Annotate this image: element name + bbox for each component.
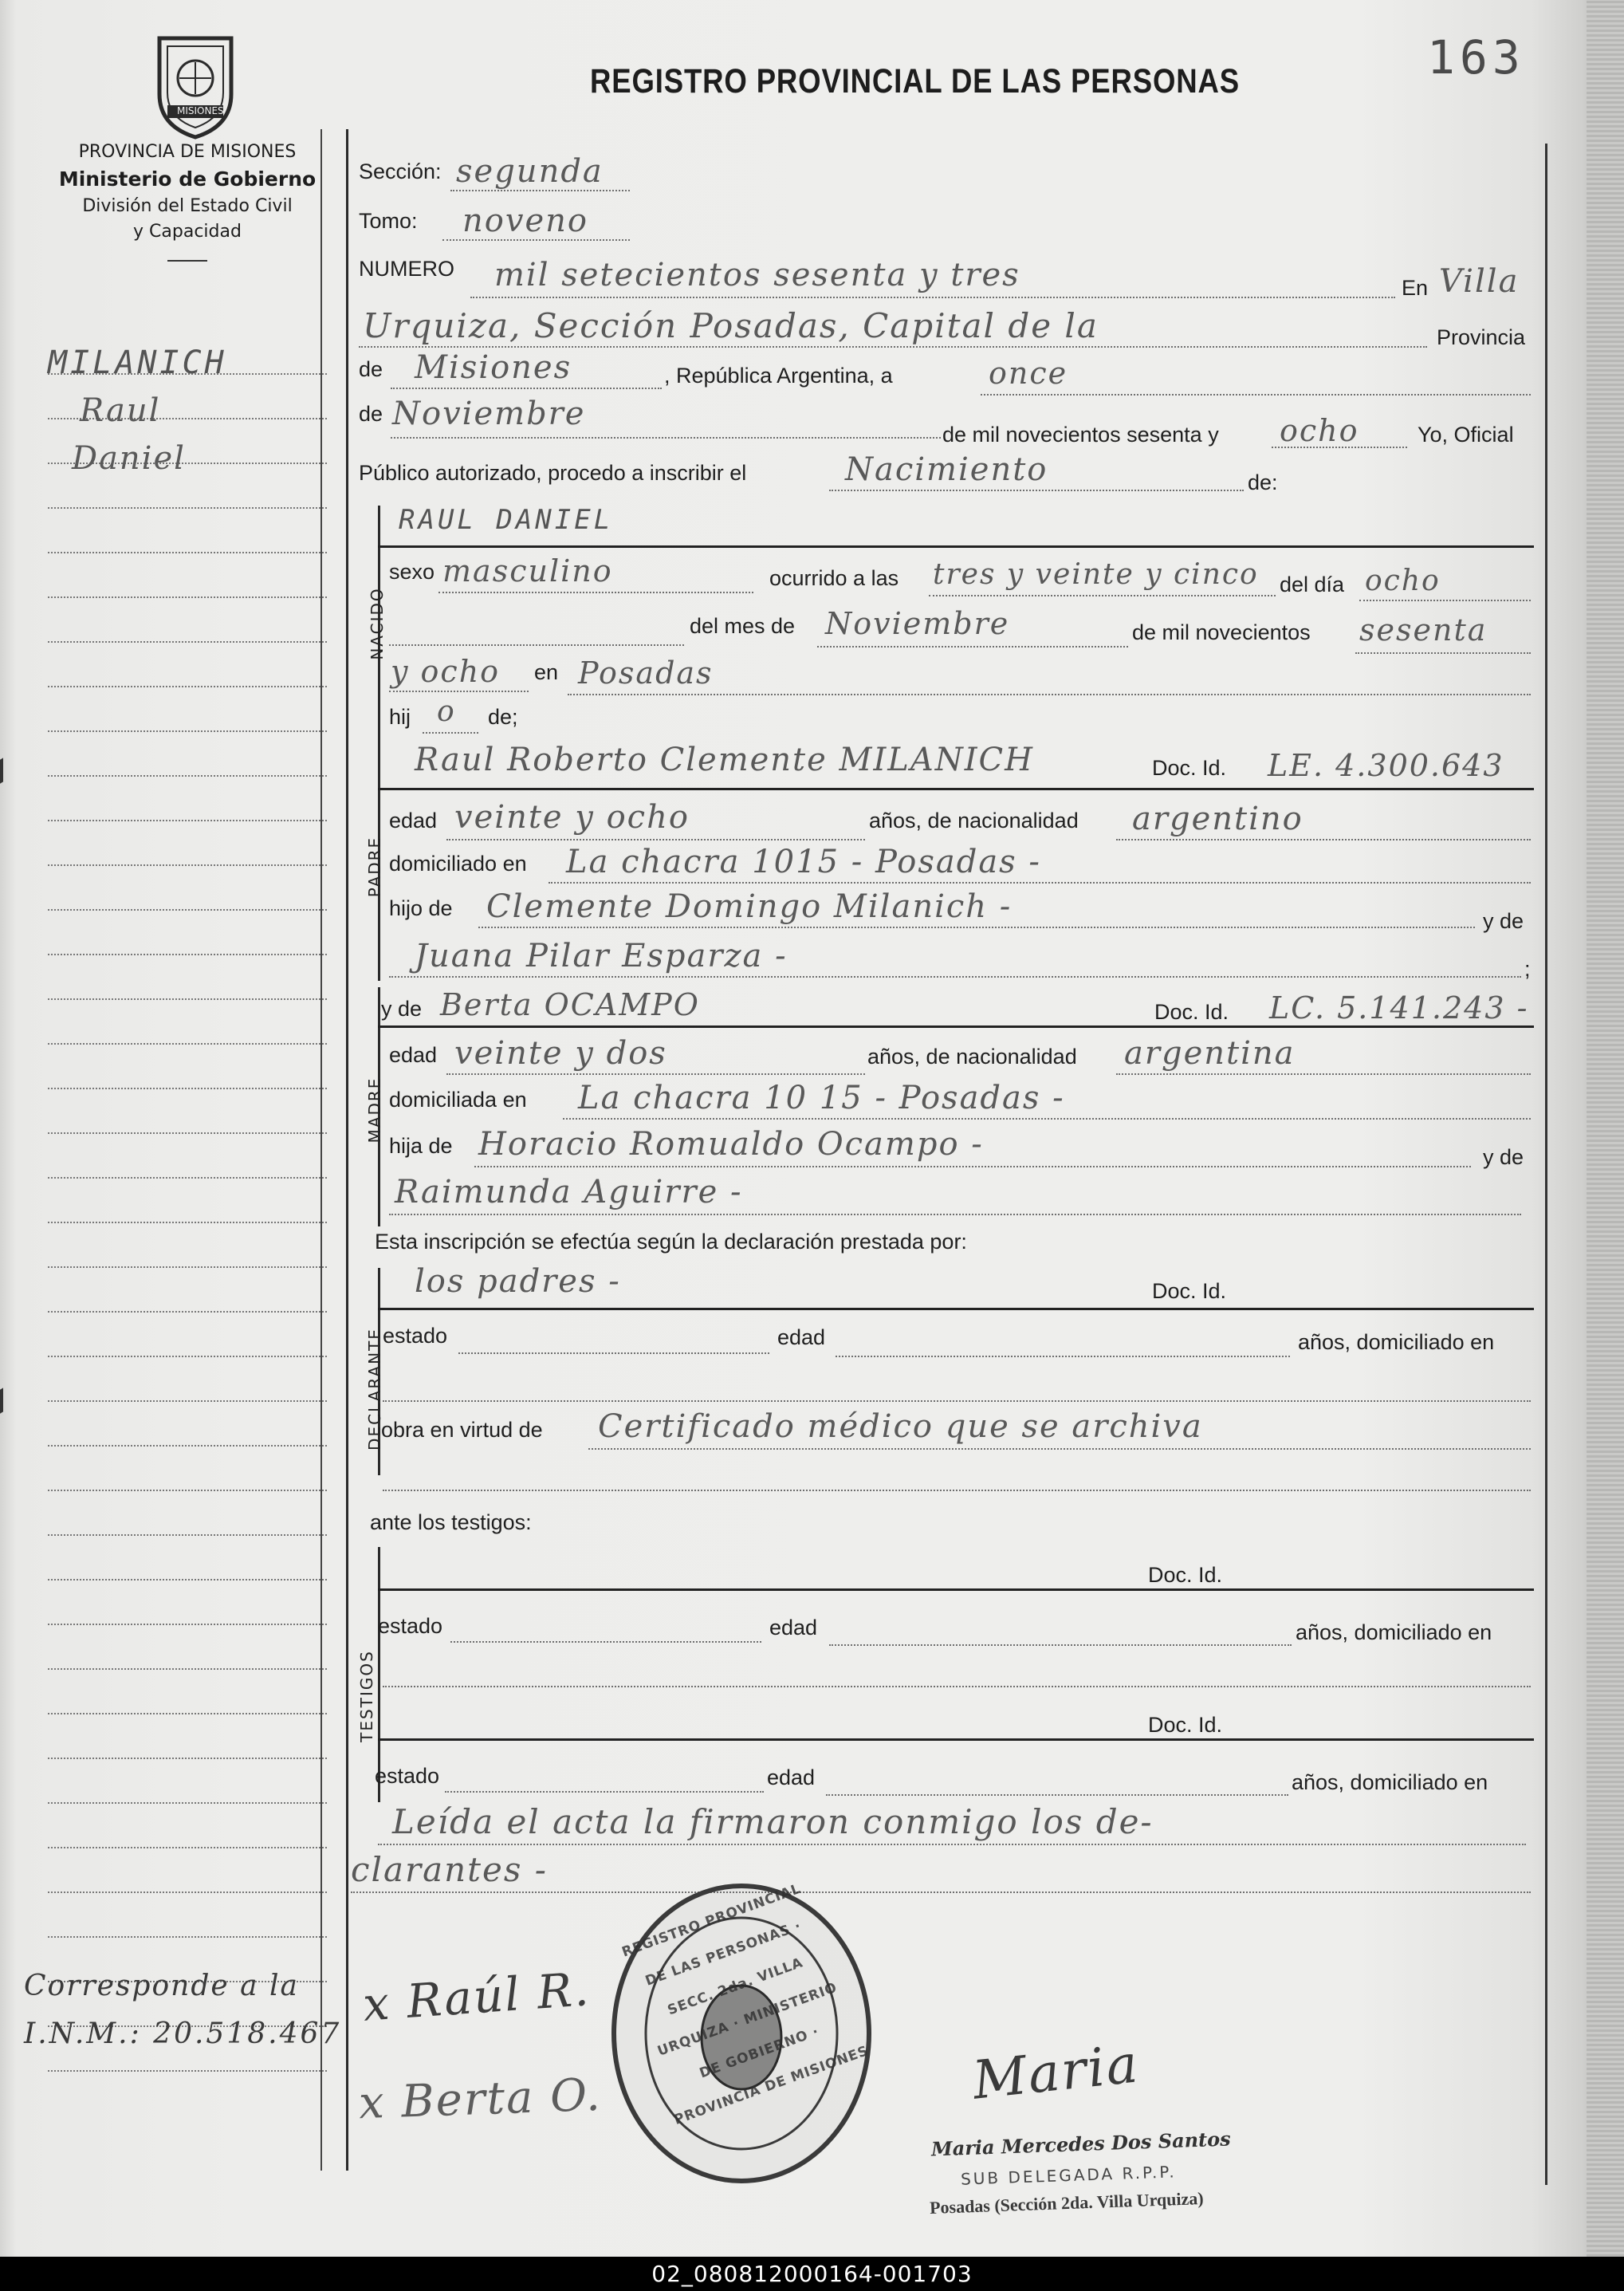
padre-madre-value: Juana Pilar Esparza - bbox=[415, 938, 788, 974]
en-value: Villa bbox=[1439, 263, 1520, 300]
republica-label: , República Argentina, a bbox=[664, 364, 893, 388]
anio-value: ocho bbox=[1280, 413, 1359, 448]
del-dia-label: del día bbox=[1280, 573, 1345, 596]
anio-label: de mil novecientos sesenta y bbox=[942, 423, 1219, 447]
mes-nac-value: Noviembre bbox=[825, 606, 1010, 641]
signature-father: x Raúl R. bbox=[360, 1962, 592, 2032]
testigo2-edad-label: edad bbox=[767, 1765, 816, 1789]
margin-ruled-line bbox=[48, 1088, 327, 1089]
closing-text-2: clarantes - bbox=[351, 1850, 548, 1889]
padre-semicolon: ; bbox=[1524, 957, 1531, 981]
official-seal-text: REGISTRO PROVINCIAL DE LAS PERSONAS · SECC. 2da. VILLA URQUIZA · MINISTERIO DE GOBIERNO · PROVINCIA DE MISIONES bbox=[619, 1880, 871, 2128]
margin-ruled-line bbox=[48, 1668, 327, 1670]
declarante-name-line bbox=[378, 1308, 1534, 1310]
declarante-estado-label: estado bbox=[383, 1324, 448, 1348]
margin-ruled-line bbox=[48, 1132, 327, 1134]
crest-label: MISIONES bbox=[177, 105, 224, 116]
testigo2-estado-label: estado bbox=[375, 1764, 440, 1788]
madre-yde-label: y de bbox=[381, 997, 423, 1021]
anio-nac-value: sesenta bbox=[1359, 612, 1488, 648]
margin-ruled-line bbox=[48, 1624, 327, 1625]
org-line-3: División del Estado Civil bbox=[82, 196, 293, 216]
sexo-line bbox=[438, 592, 753, 593]
numero-label: NUMERO bbox=[359, 257, 454, 281]
del-mes-label: del mes de bbox=[690, 614, 796, 638]
madre-doc-label: Doc. Id. bbox=[1154, 1000, 1229, 1024]
margin-ruled-line bbox=[48, 1579, 327, 1580]
acto-value: Nacimiento bbox=[845, 451, 1048, 488]
declarante-edad-label: edad bbox=[777, 1325, 826, 1349]
margin-note-2: I.N.M.: 20.518.467 bbox=[24, 2017, 342, 2050]
margin-ruled-line bbox=[48, 552, 327, 553]
madre-yde2-label: y de bbox=[1483, 1145, 1524, 1169]
margin-ruled-line bbox=[48, 1490, 327, 1491]
obra-label: obra en virtud de bbox=[381, 1418, 543, 1442]
madre-madre-value: Raimunda Aguirre - bbox=[395, 1174, 743, 1210]
margin-ruled-line bbox=[48, 1043, 327, 1045]
right-rule bbox=[1545, 144, 1547, 2185]
margin-ruled-line bbox=[48, 686, 327, 687]
dia-nac-line bbox=[1359, 600, 1531, 601]
madre-edad-label: edad bbox=[389, 1043, 438, 1067]
org-line-1: PROVINCIA DE MISIONES bbox=[78, 142, 297, 162]
padre-edad-label: edad bbox=[389, 809, 438, 833]
padre-edad-line bbox=[446, 839, 865, 840]
margin-first-name: Raul bbox=[80, 392, 161, 429]
document-title: REGISTRO PROVINCIAL DE LAS PERSONAS bbox=[590, 62, 1241, 100]
anio-nac-line bbox=[1355, 652, 1531, 654]
hij-de-label: de; bbox=[488, 705, 518, 729]
provincia-label: Provincia bbox=[1437, 325, 1526, 349]
padre-dom-label: domiciliado en bbox=[389, 852, 527, 876]
declarante-estado-line bbox=[458, 1352, 769, 1354]
declarante-side-label: DECLARANTE bbox=[365, 1328, 384, 1451]
padre-hijo-value: Clemente Domingo Milanich - bbox=[486, 888, 1013, 925]
tomo-line bbox=[442, 239, 630, 241]
padre-nac-value: argentino bbox=[1132, 801, 1304, 837]
madre-hija-line bbox=[474, 1166, 1471, 1167]
hij-label: hij bbox=[389, 705, 411, 729]
de3-label: de: bbox=[1248, 470, 1278, 494]
mil-nac-label: de mil novecientos bbox=[1132, 620, 1311, 644]
mes-nac-line bbox=[817, 646, 1128, 648]
dia-nac-value: ocho bbox=[1365, 565, 1441, 597]
margin-ruled-line bbox=[48, 1891, 327, 1893]
margin-ruled-line bbox=[48, 1847, 327, 1848]
official-office: Posadas (Sección 2da. Villa Urquiza) bbox=[929, 2188, 1205, 2218]
margin-ruled-line bbox=[48, 909, 327, 911]
tomo-label: Tomo: bbox=[359, 209, 418, 233]
madre-edad-value: veinte y dos bbox=[454, 1035, 667, 1072]
margin-ruled-line bbox=[48, 1936, 327, 1938]
provincia-line bbox=[391, 388, 662, 389]
sexo-label: sexo bbox=[389, 560, 435, 584]
org-line-4: y Capacidad bbox=[133, 222, 242, 242]
dia-value: once bbox=[989, 356, 1068, 391]
declarante-dom-line bbox=[383, 1400, 1531, 1402]
numero-value: mil setecientos sesenta y tres bbox=[494, 257, 1020, 293]
nacido-name-line bbox=[378, 545, 1534, 548]
testigo1-estado-label: estado bbox=[378, 1614, 443, 1638]
margin-ruled-line bbox=[48, 2070, 327, 2072]
padre-yde-label: y de bbox=[1483, 909, 1524, 933]
hij-line bbox=[423, 732, 478, 734]
testigo2-estado-line bbox=[445, 1791, 764, 1793]
numero-line bbox=[470, 297, 1395, 298]
nacido-side-label: NACIDO bbox=[368, 587, 387, 660]
padre-side-label: PADRE bbox=[365, 836, 384, 898]
padre-doc-value: LE. 4.300.643 bbox=[1268, 748, 1504, 783]
margin-ruled-line bbox=[48, 1177, 327, 1179]
dia-line bbox=[981, 394, 1531, 396]
padre-nac-label: años, de nacionalidad bbox=[869, 809, 1079, 833]
seccion-line bbox=[450, 190, 630, 191]
madre-doc-value: LC. 5.141.243 - bbox=[1269, 990, 1529, 1025]
padre-dom-line bbox=[549, 882, 1531, 884]
tomo-value: noveno bbox=[462, 203, 588, 239]
testigo1-name-line bbox=[378, 1588, 1534, 1591]
testigo2-edad-line bbox=[826, 1794, 1288, 1796]
testigos-side-label: TESTIGOS bbox=[357, 1650, 376, 1742]
madre-dom-line bbox=[563, 1118, 1531, 1120]
official-name: Maria Mercedes Dos Santos bbox=[930, 2127, 1232, 2161]
binding-mark-bottom bbox=[0, 1369, 35, 1413]
margin-ruled-line bbox=[48, 730, 327, 732]
left-margin-rule bbox=[320, 129, 322, 2171]
filename-bar: 02_080812000164-001703 bbox=[0, 2257, 1624, 2291]
testigo1-dom-line bbox=[383, 1686, 1531, 1687]
margin-ruled-line bbox=[48, 641, 327, 643]
margin-ruled-line bbox=[48, 1400, 327, 1402]
page-edge bbox=[1587, 0, 1624, 2257]
signature-mother: x Berta O. bbox=[357, 2069, 603, 2130]
margin-ruled-line bbox=[48, 1356, 327, 1357]
margin-ruled-line bbox=[48, 1311, 327, 1313]
madre-nac-label: años, de nacionalidad bbox=[867, 1045, 1077, 1069]
margin-ruled-line bbox=[48, 1266, 327, 1268]
pre-mes-line bbox=[389, 644, 684, 646]
de2-label: de bbox=[359, 402, 383, 426]
nacido-name: RAUL DANIEL bbox=[399, 504, 614, 536]
seccion-label: Sección: bbox=[359, 159, 442, 183]
ocurrido-label: ocurrido a las bbox=[769, 566, 899, 590]
testigo1-doc-label: Doc. Id. bbox=[1148, 1563, 1223, 1587]
testigo2-anos-label: años, domiciliado en bbox=[1292, 1770, 1488, 1794]
declarante-anos-label: años, domiciliado en bbox=[1298, 1330, 1495, 1354]
obra-line bbox=[588, 1448, 1531, 1450]
madre-madre-line bbox=[389, 1214, 1521, 1215]
margin-middle-name: Daniel bbox=[72, 440, 186, 477]
margin-ruled-line bbox=[48, 1802, 327, 1804]
place-line bbox=[359, 346, 1427, 348]
testigo1-estado-line bbox=[450, 1641, 761, 1643]
madre-dom-label: domiciliada en bbox=[389, 1088, 527, 1112]
padre-name: Raul Roberto Clemente MILANICH bbox=[415, 742, 1035, 778]
madre-name-line bbox=[378, 1025, 1534, 1028]
org-line-2: Ministerio de Gobierno bbox=[58, 167, 317, 191]
provincial-crest-icon bbox=[144, 30, 247, 142]
padre-hijo-label: hijo de bbox=[389, 896, 453, 920]
padre-doc-label: Doc. Id. bbox=[1152, 756, 1227, 780]
padre-madre-line bbox=[389, 976, 1521, 978]
obra-value: Certificado médico que se archiva bbox=[598, 1408, 1203, 1445]
padre-edad-value: veinte y ocho bbox=[454, 799, 690, 836]
closing-text-1: Leída el acta la firmaron conmigo los de- bbox=[392, 1802, 1154, 1841]
page-number: 163 bbox=[1427, 30, 1525, 85]
declarante-name: los padres - bbox=[415, 1263, 621, 1300]
margin-note-1: Corresponde a la bbox=[24, 1970, 299, 2002]
obra-line-2 bbox=[383, 1490, 1531, 1491]
margin-ruled-line bbox=[48, 1222, 327, 1223]
hora-value: tres y veinte y cinco bbox=[933, 558, 1259, 591]
madre-nac-value: argentina bbox=[1124, 1035, 1296, 1072]
lugar-value: Posadas bbox=[578, 655, 714, 691]
margin-ruled-line bbox=[48, 596, 327, 598]
margin-surname: MILANICH bbox=[48, 344, 227, 381]
acto-line bbox=[829, 490, 1244, 491]
margin-ruled-line bbox=[48, 507, 327, 509]
publico-label: Público autorizado, procedo a inscribir el bbox=[359, 461, 747, 485]
mes-line bbox=[391, 437, 941, 439]
margin-ruled-line bbox=[48, 775, 327, 777]
testigo1-anos-label: años, domiciliado en bbox=[1296, 1620, 1492, 1644]
madre-nac-line bbox=[1116, 1073, 1531, 1075]
binding-mark-top bbox=[0, 739, 35, 783]
margin-ruled-line bbox=[48, 1445, 327, 1447]
anio2-nac-value: y ocho bbox=[391, 654, 501, 689]
seccion-value: segunda bbox=[456, 153, 604, 190]
padre-hijo-line bbox=[478, 927, 1475, 928]
provincia-value: Misiones bbox=[415, 349, 572, 386]
closing-line-2 bbox=[351, 1891, 1531, 1893]
padre-dom-value: La chacra 1015 - Posadas - bbox=[566, 844, 1041, 880]
testigo2-name-line bbox=[378, 1738, 1534, 1741]
testigo1-edad-line bbox=[829, 1644, 1292, 1646]
margin-ruled-line bbox=[48, 864, 327, 866]
testigo1-edad-label: edad bbox=[769, 1616, 818, 1640]
margin-ruled-line bbox=[48, 820, 327, 821]
madre-side-label: MADRE bbox=[365, 1077, 384, 1144]
oficial-label: Yo, Oficial bbox=[1418, 423, 1514, 447]
anio2-line bbox=[389, 691, 529, 692]
place-value: Urquiza, Sección Posadas, Capital de la bbox=[363, 306, 1099, 345]
declarante-edad-line bbox=[836, 1356, 1290, 1357]
hora-line bbox=[929, 595, 1276, 596]
declarante-doc-label: Doc. Id. bbox=[1152, 1279, 1227, 1303]
en-label: En bbox=[1402, 276, 1429, 300]
en-nac-label: en bbox=[534, 660, 559, 684]
madre-name: Berta OCAMPO bbox=[440, 987, 700, 1022]
margin-ruled-line bbox=[48, 998, 327, 1000]
closing-line-1 bbox=[378, 1844, 1526, 1845]
testigos-intro: ante los testigos: bbox=[370, 1510, 532, 1534]
main-vertical-rule bbox=[346, 129, 348, 2171]
org-underline bbox=[167, 260, 207, 262]
madre-hija-label: hija de bbox=[389, 1134, 453, 1158]
madre-dom-value: La chacra 10 15 - Posadas - bbox=[578, 1080, 1065, 1116]
padre-nac-line bbox=[1116, 839, 1531, 840]
official-signature: Maria bbox=[969, 2033, 1142, 2112]
lugar-line bbox=[568, 694, 1531, 695]
mes-value: Noviembre bbox=[392, 396, 586, 432]
declarante-intro: Esta inscripción se efectúa según la declaración prestada por: bbox=[375, 1230, 967, 1254]
margin-ruled-line bbox=[48, 1534, 327, 1536]
madre-hija-value: Horacio Romualdo Ocampo - bbox=[478, 1126, 984, 1163]
margin-ruled-line bbox=[48, 1758, 327, 1759]
margin-ruled-line bbox=[48, 954, 327, 955]
sexo-value: masculino bbox=[442, 553, 613, 588]
margin-ruled-line bbox=[48, 1713, 327, 1714]
official-title: SUB DELEGADA R.P.P. bbox=[960, 2162, 1177, 2189]
padre-name-line bbox=[378, 788, 1534, 790]
madre-edad-line bbox=[446, 1073, 865, 1075]
de-label: de bbox=[359, 357, 383, 381]
hij-value: o bbox=[437, 695, 456, 728]
testigo2-doc-label: Doc. Id. bbox=[1148, 1713, 1223, 1737]
